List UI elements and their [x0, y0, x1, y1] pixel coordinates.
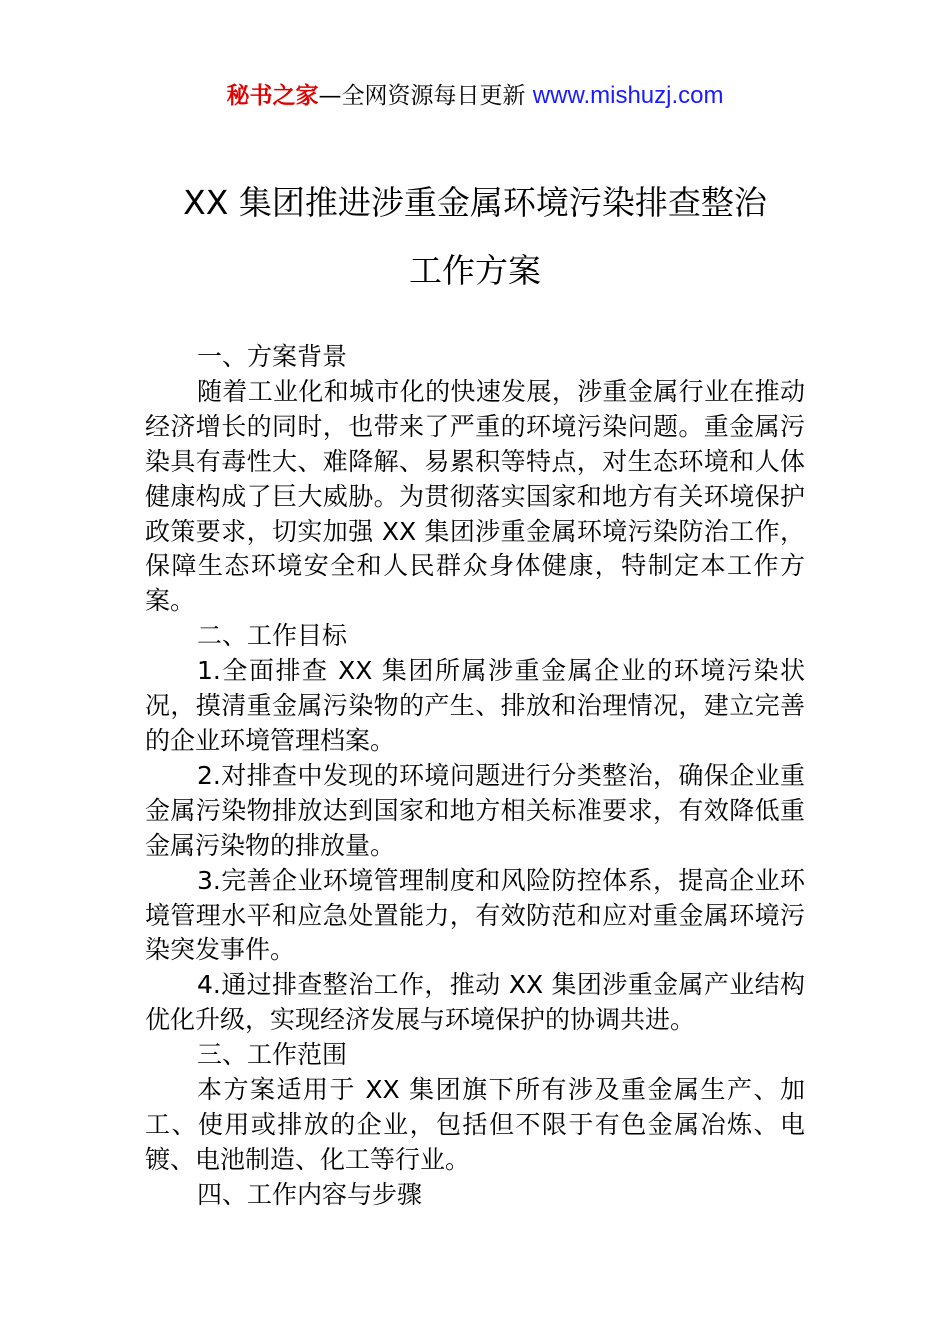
paragraph-goal-2: 2.对排查中发现的环境问题进行分类整治，确保企业重金属污染物排放达到国家和地方相关标准要求，有效降低重金属污染物的排放量。	[145, 760, 805, 860]
site-header	[0, 80, 950, 112]
document-body	[145, 340, 805, 1213]
site-url-link[interactable]: www.mishuzj.com	[532, 82, 724, 109]
document-title-line-1: XX 集团推进涉重金属环境污染排查整治	[183, 183, 767, 222]
brand-name[interactable]: 秘书之家	[226, 83, 319, 109]
paragraph-goal-1: 1.全面排查 XX 集团所属涉重金属企业的环境污染状况，摸清重金属污染物的产生、排放和治理情况，建立完善的企业环境管理档案。	[145, 656, 805, 755]
paragraph-goal-3: 3.完善企业环境管理制度和风险防控体系，提高企业环境管理水平和应急处置能力，有效防范和应对重金属环境污染突发事件。	[145, 865, 805, 965]
section-heading-goals: 二、工作目标	[197, 621, 348, 651]
document-title-line-2: 工作方案	[409, 251, 541, 290]
section-heading-scope: 三、工作范围	[197, 1040, 348, 1070]
paragraph-background: 随着工业化和城市化的快速发展，涉重金属行业在推动经济增长的同时，也带来了严重的环境污染问题。重金属污染具有毒性大、难降解、易累积等特点，对生态环境和人体健康构成了巨大威胁。为贯彻落实国家和地方有关环境保护政策要求，切实加强 XX 集团涉重金属环境污染防治工作，保障生态环境安全和人民群众身体健康，特制定本工作方案。	[145, 376, 805, 616]
section-heading-background: 一、方案背景	[197, 342, 348, 371]
header-tagline: —全网资源每日更新	[318, 83, 526, 109]
paragraph-goal-4: 4.通过排查整治工作，推动 XX 集团涉重金属产业结构优化升级，实现经济发展与环境保护的协调共进。	[145, 970, 805, 1035]
paragraph-scope: 本方案适用于 XX 集团旗下所有涉及重金属生产、加工、使用或排放的企业，包括但不限于有色金属冶炼、电镀、电池制造、化工等行业。	[145, 1075, 805, 1174]
section-heading-content-steps: 四、工作内容与步骤	[197, 1179, 423, 1209]
